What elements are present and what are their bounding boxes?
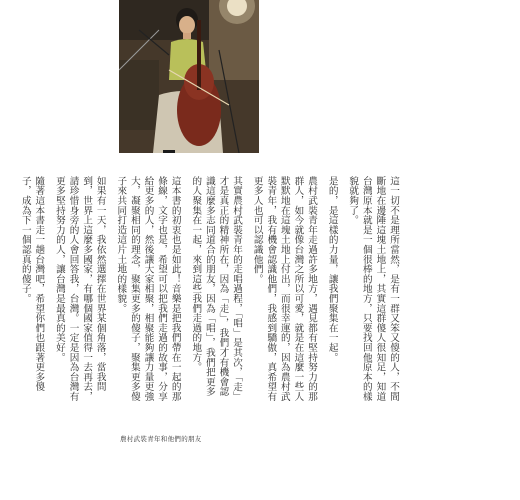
- paragraph: 隨著這本書走一趟台灣吧，希望你們也跟著更多傻子，成為下一個認真的傻子。: [19, 176, 45, 392]
- body-text: [11, 176, 400, 406]
- paragraph: 如果有一天，我依然選擇在世界某個角落，當我問到，世界上這麼多國家，有哪個國家值得一去再去，請珍惜身旁的人會回答我，台灣。一定是因為台灣有更多堅持努力的人，讓台灣是最真的美好。: [53, 176, 106, 402]
- paragraph: 其實農村武裝青年的走唱過程，「唱」是其次，「走」才是真正的精神所在，因為「走」，我們才有機會認識這麼多志同道合的朋友，因為「唱」，我們把更多的人聚集在一起，來到這些我們走過的地方。: [190, 176, 243, 402]
- paragraph: 這本書的初衷也是如此！音樂是把我們帶在一起的那條線，文字也是，希望可以把我們走過的故事，分享給更多的人，然後讓大家相聚，相聚能夠讓力量更強大，凝聚相同的理念，聚集更多的傻子，聚集更多傻子來共同打造這片土地的樣貌。: [115, 176, 181, 402]
- paragraph: 這一切不是理所當然，是有一群又笨又傻的人，不間斷地在邊陲這塊土地上，其實這群傻人很知足，知道台灣原本就是一個很棒的地方，只要找回他原本的樣貌就夠了。: [347, 176, 399, 402]
- paragraph: 是的，是這樣的力量，讓我們聚集在一起。: [326, 176, 338, 363]
- cellist-photo: [119, 0, 259, 153]
- paragraph: 農村武裝青年走過許多地方，遇見都有堅持努力的那群人，如今就像台灣之所以可愛，就是在這麼一些人默默地在這塊土地上付出，而很幸運的，因為農村武裝青年，我有機會認識他們，我感到驕傲，真希望有更多人也可以認識他們。: [251, 176, 318, 402]
- page-footer-caption: 農村武裝青年和他們的朋友: [120, 435, 202, 443]
